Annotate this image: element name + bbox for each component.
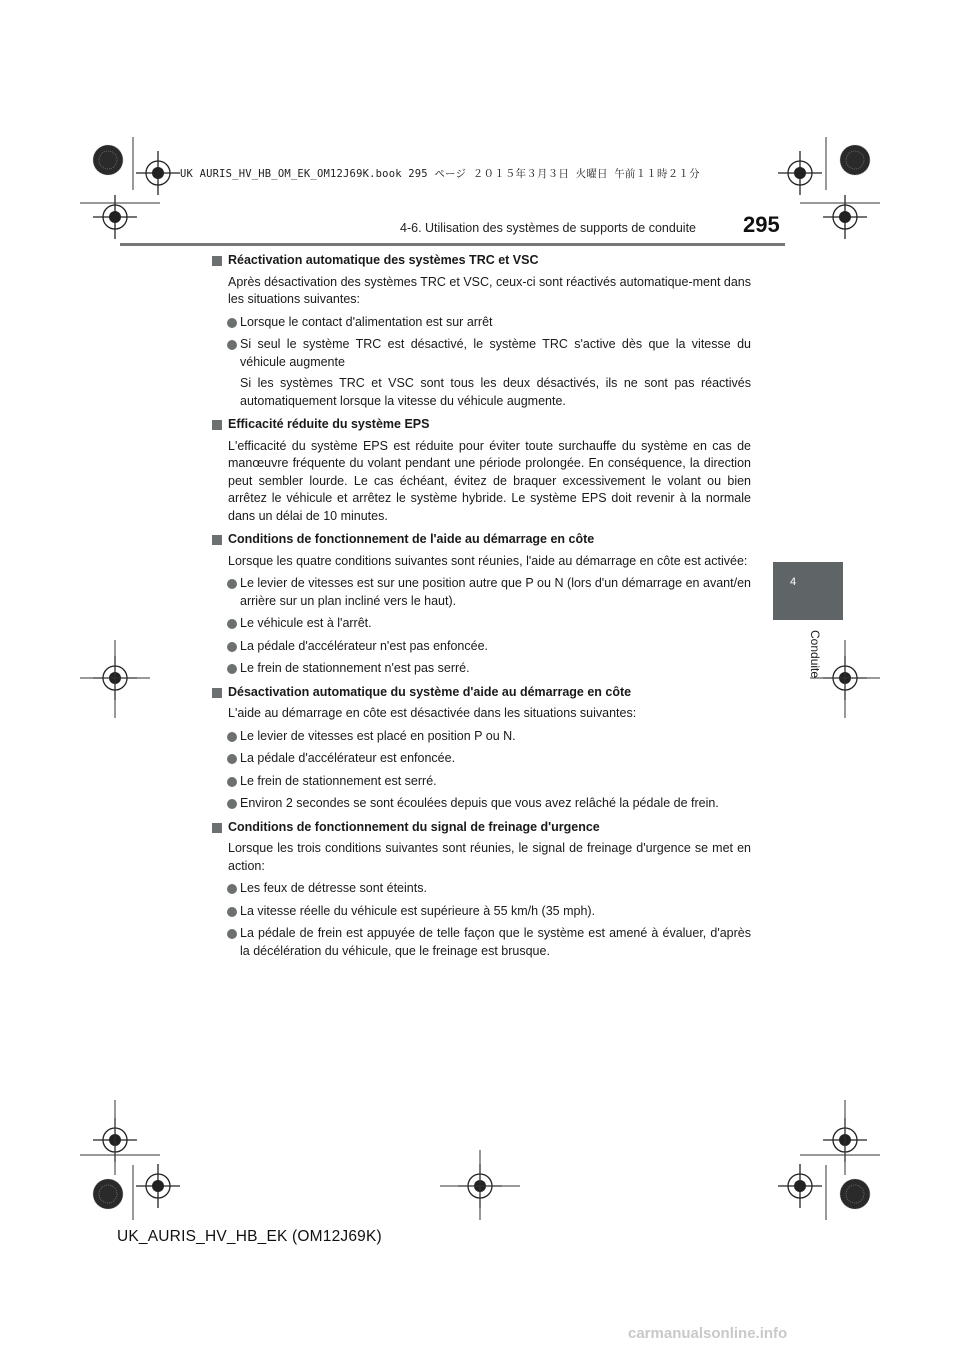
circle-bullet-icon <box>227 340 237 350</box>
section-intro: L'efficacité du système EPS est réduite pour éviter toute surchauffe du système en cas de manœuvre fréquente du volant pendant une période prolongée. En conséquence, la direction peut sembler lourde. Le cas échéant, évitez de braquer excessivement le volant ou bien arrêtez le véhicule et arrêtez le système hybride. Le système EPS doit revenir à la normale dans un délai de 10 minutes. <box>228 438 751 523</box>
circle-bullet-icon <box>227 732 237 742</box>
list-item <box>211 925 751 960</box>
page-content <box>211 252 751 960</box>
list-item-text: Le véhicule est à l'arrêt. <box>240 616 372 630</box>
list-item-text: Environ 2 secondes se sont écoulées depuis que vous avez relâché la pédale de frein. <box>240 796 719 810</box>
list-item <box>211 903 751 921</box>
section-heading-text: Conditions de fonctionnement de l'aide au démarrage en côte <box>228 532 595 546</box>
list-item <box>211 336 751 371</box>
list-item-text: Le frein de stationnement n'est pas serré. <box>240 661 470 675</box>
book-stamp: UK AURIS_HV_HB_OM_EK_OM12J69K.book 295 ページ ２０１５年３月３日 火曜日 午前１１時２１分 <box>180 168 700 180</box>
list-item-note: Si les systèmes TRC et VSC sont tous les deux désactivés, ils ne sont pas réactivés automatiquement lorsque la vitesse du véhicule augmente. <box>240 376 751 408</box>
circle-bullet-icon <box>227 884 237 894</box>
section-heading-text: Efficacité réduite du système EPS <box>228 417 430 431</box>
list-item <box>211 638 751 656</box>
section-heading-text: Désactivation automatique du système d'aide au démarrage en côte <box>228 684 632 699</box>
section-intro: Lorsque les quatre conditions suivantes sont réunies, l'aide au démarrage en côte est activée: <box>228 553 748 568</box>
chapter-tab-label: Conduite <box>808 630 822 679</box>
list-item <box>211 750 751 768</box>
section-heading <box>211 531 751 549</box>
list-item <box>211 615 751 633</box>
list-item-text: La vitesse réelle du véhicule est supérieure à 55 km/h (35 mph). <box>240 903 596 918</box>
section-heading <box>211 819 751 837</box>
list-item-text: Les feux de détresse sont éteints. <box>240 881 427 895</box>
list-item <box>211 660 751 678</box>
list-item-text: Le levier de vitesses est sur une position autre que P ou N (lors d'un démarrage en avant/en arrière sur un plan incliné vers le haut). <box>240 576 751 608</box>
circle-bullet-icon <box>227 579 237 589</box>
section-heading-text: Conditions de fonctionnement du signal de freinage d'urgence <box>228 819 600 834</box>
circle-bullet-icon <box>227 619 237 629</box>
list-item <box>211 314 751 332</box>
list-item <box>211 773 751 791</box>
section-intro: L'aide au démarrage en côte est désactivée dans les situations suivantes: <box>228 706 637 720</box>
square-bullet-icon <box>212 823 222 833</box>
section-header-title: 4-6. Utilisation des systèmes de supports de conduite <box>400 221 696 235</box>
chapter-tab-number: 4 <box>790 576 797 588</box>
circle-bullet-icon <box>227 754 237 764</box>
section-heading <box>211 684 751 702</box>
list-item <box>211 795 751 813</box>
watermark: carmanualsonline.info <box>628 1325 788 1342</box>
chapter-tab <box>773 562 843 620</box>
list-item <box>211 575 751 610</box>
page-number: 295 <box>743 212 780 237</box>
circle-bullet-icon <box>227 318 237 328</box>
section-heading <box>211 252 751 270</box>
square-bullet-icon <box>212 688 222 698</box>
list-item-text: La pédale d'accélérateur n'est pas enfoncée. <box>240 638 489 653</box>
list-item-text: La pédale de frein est appuyée de telle façon que le système est amené à évaluer, d'après la décélération du véhicule, que le freinage est brusque. <box>240 926 751 958</box>
list-item-text: Si seul le système TRC est désactivé, le système TRC s'active dès que la vitesse du véhicule augmente <box>240 337 751 369</box>
list-item-text: La pédale d'accélérateur est enfoncée. <box>240 751 456 765</box>
square-bullet-icon <box>212 420 222 430</box>
list-item-text: Lorsque le contact d'alimentation est sur arrêt <box>240 314 493 329</box>
list-item-text: Le levier de vitesses est placé en position P ou N. <box>240 728 516 743</box>
section-heading-text: Réactivation automatique des systèmes TRC et VSC <box>228 253 539 267</box>
square-bullet-icon <box>212 535 222 545</box>
circle-bullet-icon <box>227 799 237 809</box>
circle-bullet-icon <box>227 777 237 787</box>
list-item <box>211 880 751 898</box>
list-item <box>211 728 751 746</box>
section-heading <box>211 416 751 434</box>
circle-bullet-icon <box>227 664 237 674</box>
list-item-text: Le frein de stationnement est serré. <box>240 773 437 788</box>
section-intro: Après désactivation des systèmes TRC et VSC, ceux-ci sont réactivés automatique-ment dans les situations suivantes: <box>228 274 751 306</box>
footer-reference: UK_AURIS_HV_HB_EK (OM12J69K) <box>117 1228 382 1245</box>
header-rule <box>120 243 785 246</box>
section-intro: Lorsque les trois conditions suivantes sont réunies, le signal de freinage d'urgence se met en action: <box>228 841 751 873</box>
circle-bullet-icon <box>227 642 237 652</box>
circle-bullet-icon <box>227 929 237 939</box>
circle-bullet-icon <box>227 907 237 917</box>
square-bullet-icon <box>212 256 222 266</box>
